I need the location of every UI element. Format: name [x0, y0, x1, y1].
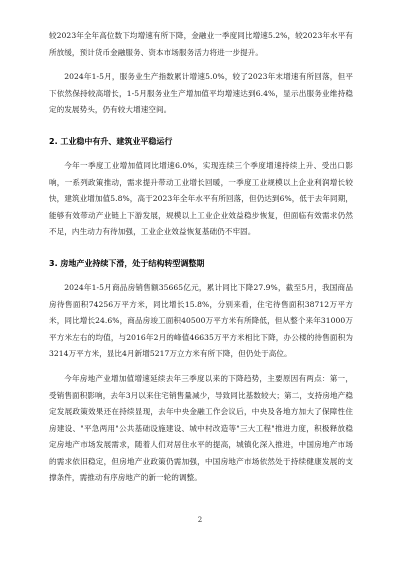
- paragraph-intro: 较2023年全年高位数下均增速有所下降，金融业一季度同比增速5.2%，较2023年水平有所放缓，预计货币金融服务、资本市场服务活力将进一步提升。: [49, 31, 353, 57]
- paragraph-real-estate-1: 2024年1-5月商品房销售额35665亿元，累计同比下降27.9%，截至5月，我国商品房待售面积74256万平方米，同比增长15.8%，分别来看，住宅待售面积38712万平方米，同比增长24.6%，商品房竣工面积40500万平方米有所降低，但从整个来年31000万平方米左右的均值，与2016年2月的峰值46635万平方米相比下降，办公楼的待售面积为3214万平方米，显比4月新增5217万立方米有所下降，但仍处于高位。: [49, 282, 353, 359]
- spacer: [49, 61, 353, 69]
- paragraph-industry: 今年一季度工业增加值同比增速6.0%，实现连续三个季度增速持续上升、受出口影响，一系列政策推动，需求提升带动工业增长回暖，一季度工业规模以上企业利润增长较快，建筑业增加值5.8%，高于2023年全年水平有所回落，但仍达到6%，低于去年同期，能够有效带动产业链上下游发展，规模以上工业企业效益稳步恢复，但面临有效需求仍然不足，内生动力有待加强，工业企业效益恢复基础仍不牢固。: [49, 160, 353, 237]
- page-content: [49, 28, 353, 487]
- paragraph-services: 2024年1-5月，服务业生产指数累计增速5.0%，较了2023年末增速有所回落，但平下依然保持较高增长，1-5月服务业生产增加值平均增速达到6.4%，显示出服务业维持稳定的发展势头，仍有较大增速空间。: [49, 72, 353, 115]
- paragraph-real-estate-2: 今年房地产业增加值增速延续去年三季度以来的下降趋势，主要原因有两点：第一，受销售面积影响，去年3月以来住宅销售量减少，导致同比基数较大；第二，支持房地产稳定发展政策效果还在持续显现，去年中央金融工作会议后，中央及各地方加大了保障性住房建设、"平急两用"公共基础设施建设、城中村改造等"三大工程"推进力度，积极释放稳定房地产市场发展需求，随着人们对居住水平的提高，城镇化深入推进，中国房地产市场的需求依旧稳定，但房地产业政策仍需加强，中国房地产市场依然处于持续健康发展的支撑条件，需推动有序房地产的新一轮的调整。: [49, 373, 353, 483]
- section-heading-real-estate: 3. 房地产业持续下滑，处于结构转型调整期: [49, 258, 205, 268]
- section-heading-industry: 2. 工业稳中有升、建筑业平稳运行: [49, 136, 173, 146]
- page-number: 2: [197, 516, 203, 524]
- spacer: [49, 363, 353, 371]
